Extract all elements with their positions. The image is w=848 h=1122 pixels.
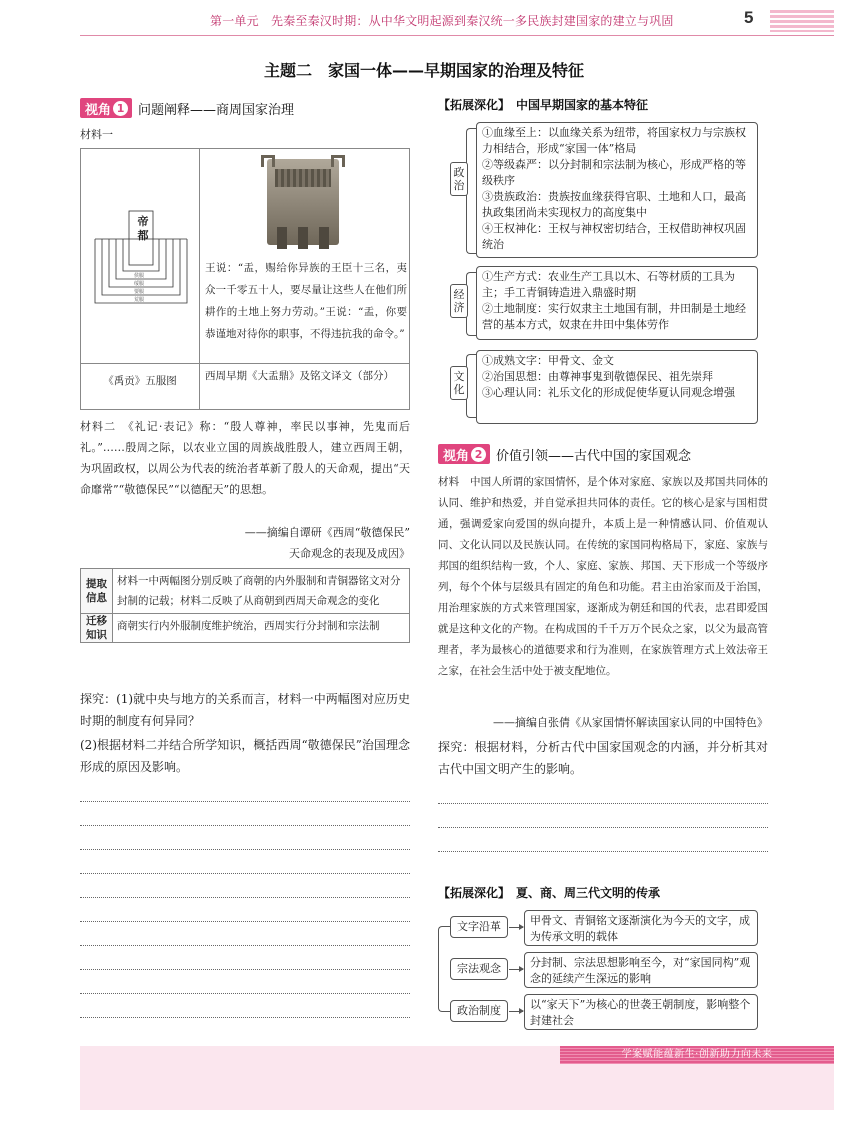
feature-item: ④王权神化：王权与神权密切结合，王权借助神权巩固统治	[482, 222, 746, 251]
svg-text:绥服: 绥服	[134, 281, 145, 287]
answer-lines-left[interactable]	[80, 778, 410, 1018]
flow-label-writing: 文字沿革	[450, 916, 508, 938]
answer-lines-right[interactable]	[438, 780, 768, 852]
group-label-politics: 政治	[450, 162, 468, 196]
group-label-economy: 经济	[450, 284, 468, 318]
section2-tag: 视角 2	[438, 444, 490, 464]
inscription-quote: 王说：“盂，赐给你异族的王臣十三名，夷众一千零五十人，要尽量让这些人在他们所耕作的土地上努力劳动。”王说：“盂，你要恭谨地对待你的职事，不得违抗我的命令。”	[205, 262, 407, 340]
section2-material: 材料 中国人所谓的家国情怀，是个体对家庭、家族以及邦国共同体的认同、维护和热爱，并自觉承担共同体的责任。它的核心是家与国相贯通，强调爱家向爱国的纵向提升，本质上是一种情感认同、价值观认同、文化认同以及民族认同。在传统的家国同构格局下，家庭、家族与邦国的组织结构一致，个人、家庭、家族、邦国、天下形成一个等级序列，每个个体与层级具有固定的角色和功能。君主由治家而及于治国，用治理家族的方式来管理国家，逐渐成为朝廷和国的代表，忠君即爱国就是这种文化的产物。在构成国的千千万万个民众之家，以父为最高管理者，孝为最核心的道德要求和行为准则，在家族管理方式上效法帝王之家，在社会生活中处于被支配地位。	[438, 476, 768, 677]
caption-da-yu-ding: 西周早期《大盂鼎》及铭文译文（部分）	[205, 370, 394, 382]
ext2-heading: 【拓展深化】 夏、商、周三代文明的传承	[438, 886, 661, 900]
ext1-heading: 【拓展深化】 中国早期国家的基本特征	[438, 98, 649, 112]
material1-table	[80, 148, 410, 410]
material2-text: 材料二 《礼记·表记》称：“殷人尊神，率民以事神，先鬼而后礼。”……殷周之际，以农业立国的周族战胜殷人，建立西周王朝，为巩固政权，以周公为代表的统治者革新了殷人的天命观，提出“天命靡常”“敬德保民”“以德配天”的思想。	[80, 420, 410, 496]
flow-text-clan: 分封制、宗法思想影响至今，对“家国同构”观念的延续产生深远的影响	[524, 952, 758, 988]
section2-title: 价值引领——古代中国的家国观念	[496, 448, 692, 464]
feature-item: ②等级森严：以分封制和宗法制为核心，形成严格的等级秩序	[482, 158, 746, 187]
svg-text:要服: 要服	[134, 289, 145, 295]
page-title: 主题二 家国一体——早期国家的治理及特征	[263, 61, 584, 80]
info-label: 提取信息	[81, 569, 113, 613]
material2-citation-2: 天命观念的表现及成因》	[289, 547, 410, 560]
material2-citation-1: ——摘编自谭研《西周“敬德保民”	[244, 526, 410, 539]
caption-yugong: 《禹贡》五服图	[103, 375, 177, 387]
explore-question-1: 探究：(1)就中央与地方的关系而言，材料一中两幅图对应历史时期的制度有何异同？	[80, 692, 410, 728]
economy-features	[476, 266, 758, 340]
flow-label-clan: 宗法观念	[450, 958, 508, 980]
footer-slogan: 学案赋能蕴新生·创新助力向未来	[621, 1049, 773, 1060]
info-value: 商朝实行内外服制度维护统治，西周实行分封制和宗法制	[117, 620, 380, 632]
info-row	[81, 614, 409, 642]
section1-heading	[80, 98, 294, 118]
diagram-center-label: 帝都	[137, 215, 149, 242]
da-yu-ding-image	[267, 159, 339, 245]
info-row	[81, 569, 409, 614]
page-number: 5	[744, 8, 754, 27]
flow-text-writing: 甲骨文、青铜铭文逐渐演化为今天的文字，成为传承文明的载体	[524, 910, 758, 946]
flow-label-politics: 政治制度	[450, 1000, 508, 1022]
flow-text-politics: 以“家天下”为核心的世袭王朝制度，影响整个封建社会	[524, 994, 758, 1030]
culture-features	[476, 350, 758, 424]
svg-text:侯服: 侯服	[134, 273, 145, 279]
feature-item: ③心理认同：礼乐文化的形成促使华夏认同观念增强	[482, 386, 735, 399]
feature-item: ①生产方式：农业生产工具以木、石等材质的工具为主；手工青铜铸造进入鼎盛时期	[482, 270, 735, 299]
material1-label: 材料一	[80, 128, 113, 141]
section2-explore: 探究：根据材料，分析古代中国家国观念的内涵，并分析其对古代中国文明产生的影响。	[438, 740, 768, 776]
feature-item: ①成熟文字：甲骨文、金文	[482, 354, 614, 367]
info-box	[80, 568, 410, 643]
section2-citation: ——摘编自张倩《从家国情怀解读国家认同的中国特色》	[493, 716, 768, 729]
feature-item: ①血缘至上：以血缘关系为纽带，将国家权力与宗族权力相结合，形成“家国一体”格局	[482, 126, 746, 155]
info-value: 材料一中两幅图分别反映了商朝的内外服制和青铜器铭文对分封制的记载；材料二反映了从商朝到西周天命观念的变化	[117, 575, 401, 607]
feature-item: ②土地制度：实行奴隶主土地国有制，井田制是土地经营的基本方式，奴隶在井田中集体劳作	[482, 302, 746, 331]
running-header: 第一单元 先秦至秦汉时期：从中华文明起源到秦汉统一多民族封建国家的建立与巩固	[210, 14, 674, 28]
header-decoration	[770, 10, 834, 32]
info-label: 迁移知识	[81, 614, 113, 642]
politics-features	[476, 122, 758, 258]
feature-item: ②治国思想：由尊神事鬼到敬德保民、祖先崇拜	[482, 370, 713, 383]
explore-question-2: (2)根据材料二并结合所学知识，概括西周“敬德保民”治国理念形成的原因及影响。	[80, 738, 410, 774]
section2-heading	[438, 444, 691, 464]
group-label-culture: 文化	[450, 366, 468, 400]
svg-text:荒服: 荒服	[134, 297, 145, 303]
header-divider	[80, 35, 834, 36]
section1-tag: 视角 1	[80, 98, 132, 118]
section1-title: 问题阐释——商周国家治理	[138, 102, 295, 118]
feature-item: ③贵族政治：贵族按血缘获得官职、土地和人口，最高执政集团尚未实现权力的高度集中	[482, 190, 746, 219]
